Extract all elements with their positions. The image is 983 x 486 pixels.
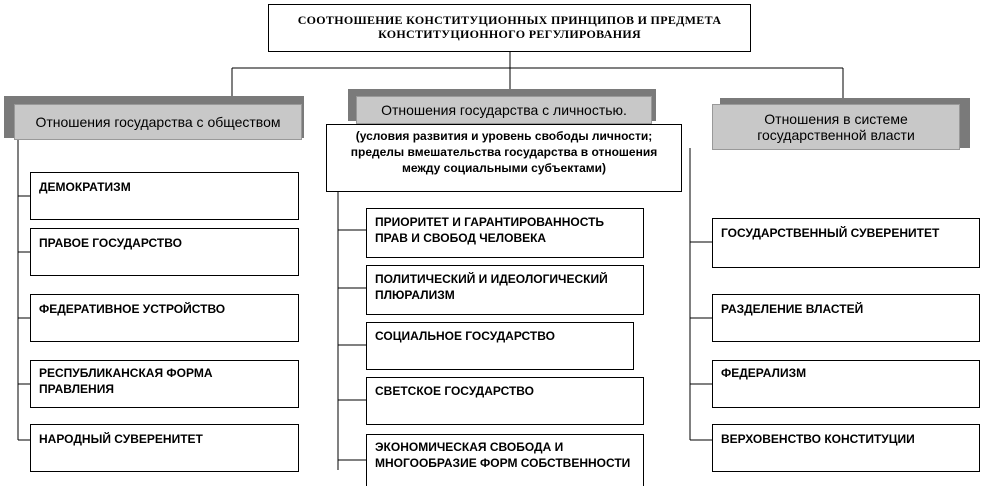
principle-democratism: ДЕМОКРАТИЗМ [30,172,299,220]
diagram-title: СООТНОШЕНИЕ КОНСТИТУЦИОННЫХ ПРИНЦИПОВ И ПРЕДМЕТА КОНСТИТУЦИОННОГО РЕГУЛИРОВАНИЯ [268,4,751,52]
category-person-description: (условия развития и уровень свободы личности; пределы вмешательства государства в отношения между социальными субъектами) [326,124,682,192]
principle-republican-form: РЕСПУБЛИКАНСКАЯ ФОРМА ПРАВЛЕНИЯ [30,360,299,408]
principle-social-state: СОЦИАЛЬНОЕ ГОСУДАРСТВО [366,322,634,370]
principle-rule-of-law: ПРАВОЕ ГОСУДАРСТВО [30,228,299,276]
principle-secular-state: СВЕТСКОЕ ГОСУДАРСТВО [366,377,644,425]
principle-rights-priority: ПРИОРИТЕТ И ГАРАНТИРОВАННОСТЬ ПРАВ И СВОБОД ЧЕЛОВЕКА [366,208,644,258]
principle-constitution-supremacy: ВЕРХОВЕНСТВО КОНСТИТУЦИИ [712,424,980,472]
principle-state-sovereignty: ГОСУДАРСТВЕННЫЙ СУВЕРЕНИТЕТ [712,218,980,268]
principle-federative-structure: ФЕДЕРАТИВНОЕ УСТРОЙСТВО [30,294,299,342]
category-power: Отношения в системе государственной власти [712,104,960,150]
category-person: Отношения государства с личностью. [356,96,652,124]
principle-pluralism: ПОЛИТИЧЕСКИЙ И ИДЕОЛОГИЧЕСКИЙ ПЛЮРАЛИЗМ [366,265,644,315]
principle-popular-sovereignty: НАРОДНЫЙ СУВЕРЕНИТЕТ [30,424,299,472]
principle-economic-freedom: ЭКОНОМИЧЕСКАЯ СВОБОДА И МНОГООБРАЗИЕ ФОРМ СОБСТВЕННОСТИ [366,434,644,486]
principle-federalism: ФЕДЕРАЛИЗМ [712,360,980,408]
category-society: Отношения государства с обществом [14,104,302,140]
principle-separation-of-powers: РАЗДЕЛЕНИЕ ВЛАСТЕЙ [712,294,980,342]
